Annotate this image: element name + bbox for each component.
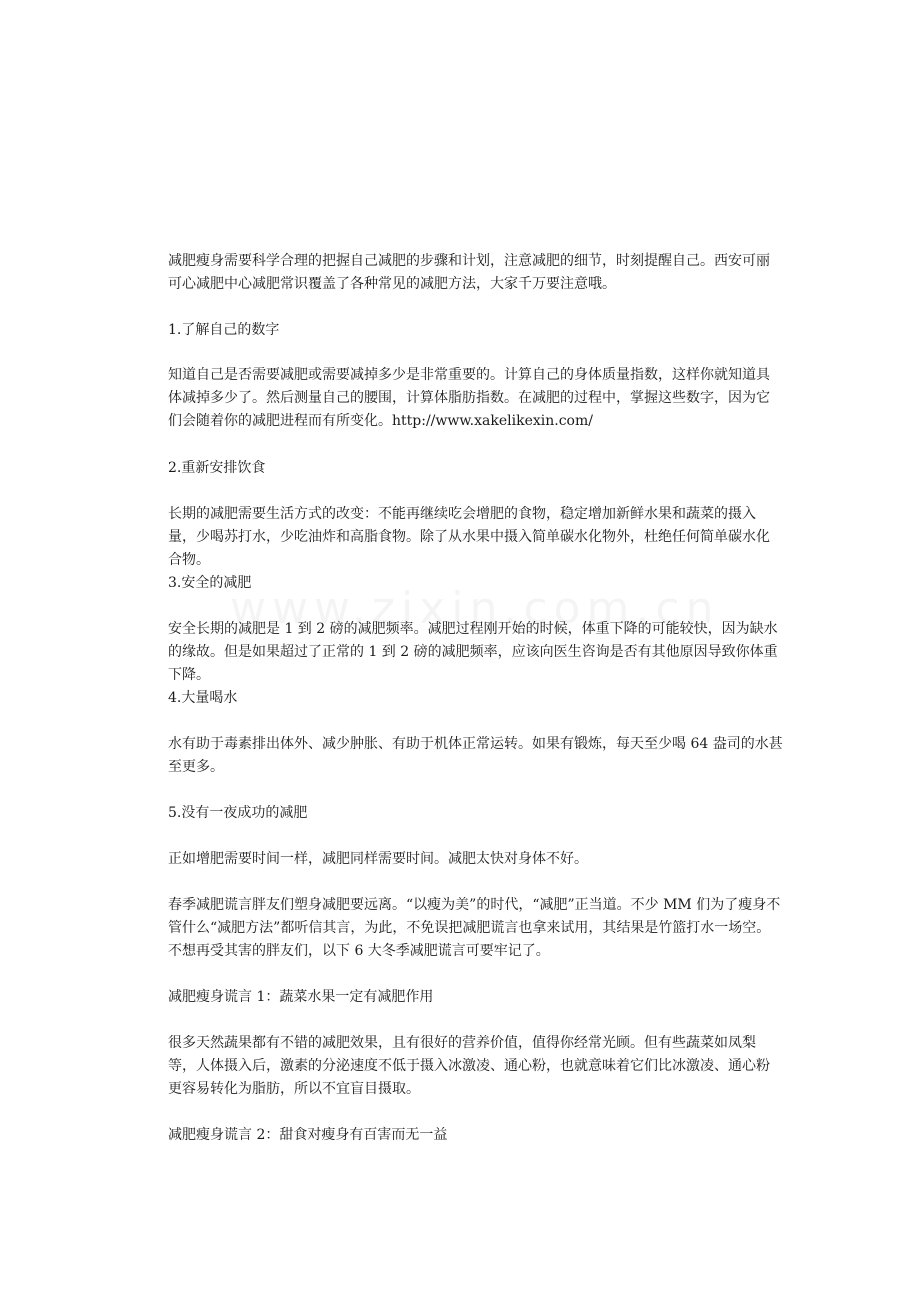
section-heading-4-text: 4.大量喝水 [168, 690, 238, 706]
section-body-3 [168, 618, 783, 687]
myth-heading-1 [168, 986, 783, 1009]
spring-diet-paragraph-text: 春季减肥谎言胖友们塑身减肥要远离。“以瘦为美”的时代，“减肥”正当道。不少 MM 们为了瘦身不管什么“减肥方法”都听信其言，为此，不免误把减肥谎言也拿来试用，其结果是竹篮打水一场空。不想再受其害的胖友们，以下 6 大冬季减肥谎言可要牢记了。 [168, 897, 781, 959]
myth-body-1 [168, 1032, 783, 1101]
intro-paragraph [168, 250, 783, 296]
section-heading-5-text: 5.没有一夜成功的减肥 [168, 805, 308, 821]
myth-heading-2-text: 减肥瘦身谎言 2：甜食对瘦身有百害而无一益 [168, 1127, 448, 1143]
myth-heading-1-text: 减肥瘦身谎言 1：蔬菜水果一定有减肥作用 [168, 989, 434, 1005]
myth-body-1-text: 很多天然蔬果都有不错的减肥效果，且有很好的营养价值，值得你经常光顾。但有些蔬菜如凤梨等，人体摄入后，激素的分泌速度不低于摄入冰激凌、通心粉，也就意味着它们比冰激凌、通心粉更容易转化为脂肪，所以不宜盲目摄取。 [168, 1035, 770, 1097]
section-body-5 [168, 848, 783, 871]
section-heading-1-text: 1.了解自己的数字 [168, 322, 280, 338]
section-heading-2-text: 2.重新安排饮食 [168, 460, 266, 476]
section-heading-5 [168, 802, 783, 825]
section-heading-3 [168, 572, 783, 595]
myth-heading-2 [168, 1124, 783, 1147]
section-body-2 [168, 503, 783, 572]
section-heading-4 [168, 687, 783, 710]
section-body-4-text: 水有助于毒素排出体外、减少肿胀、有助于机体正常运转。如果有锻炼，每天至少喝 64 盎司的水甚至更多。 [168, 736, 783, 775]
section-body-3-text: 安全长期的减肥是 1 到 2 磅的减肥频率。减肥过程刚开始的时候，体重下降的可能较快，因为缺水的缘故。但是如果超过了正常的 1 到 2 磅的减肥频率，应该向医生咨询是否有其他原因导致你体重下降。 [168, 621, 778, 683]
section-body-1 [168, 364, 783, 433]
spring-diet-paragraph [168, 894, 783, 963]
section-body-2-text: 长期的减肥需要生活方式的改变：不能再继续吃会增肥的食物，稳定增加新鲜水果和蔬菜的摄入量，少喝苏打水，少吃油炸和高脂食物。除了从水果中摄入简单碳水化物外，杜绝任何简单碳水化合物。 [168, 506, 770, 568]
intro-paragraph-text: 减肥瘦身需要科学合理的把握自己减肥的步骤和计划，注意减肥的细节，时刻提醒自己。西安可丽可心减肥中心减肥常识覆盖了各种常见的减肥方法，大家千万要注意哦。 [168, 253, 770, 292]
section-heading-2 [168, 457, 783, 480]
section-body-1-text: 知道自己是否需要减肥或需要减掉多少是非常重要的。计算自己的身体质量指数，这样你就知道具体减掉多少了。然后测量自己的腰围，计算体脂肪指数。在减肥的过程中，掌握这些数字，因为它们会随着你的减肥进程而有所变化。http://www.xakelikexin.com/ [168, 367, 770, 429]
section-heading-3-text: 3.安全的减肥 [168, 575, 252, 591]
section-body-4 [168, 733, 783, 779]
section-heading-1 [168, 319, 783, 342]
section-body-5-text: 正如增肥需要时间一样，减肥同样需要时间。减肥太快对身体不好。 [168, 851, 588, 867]
